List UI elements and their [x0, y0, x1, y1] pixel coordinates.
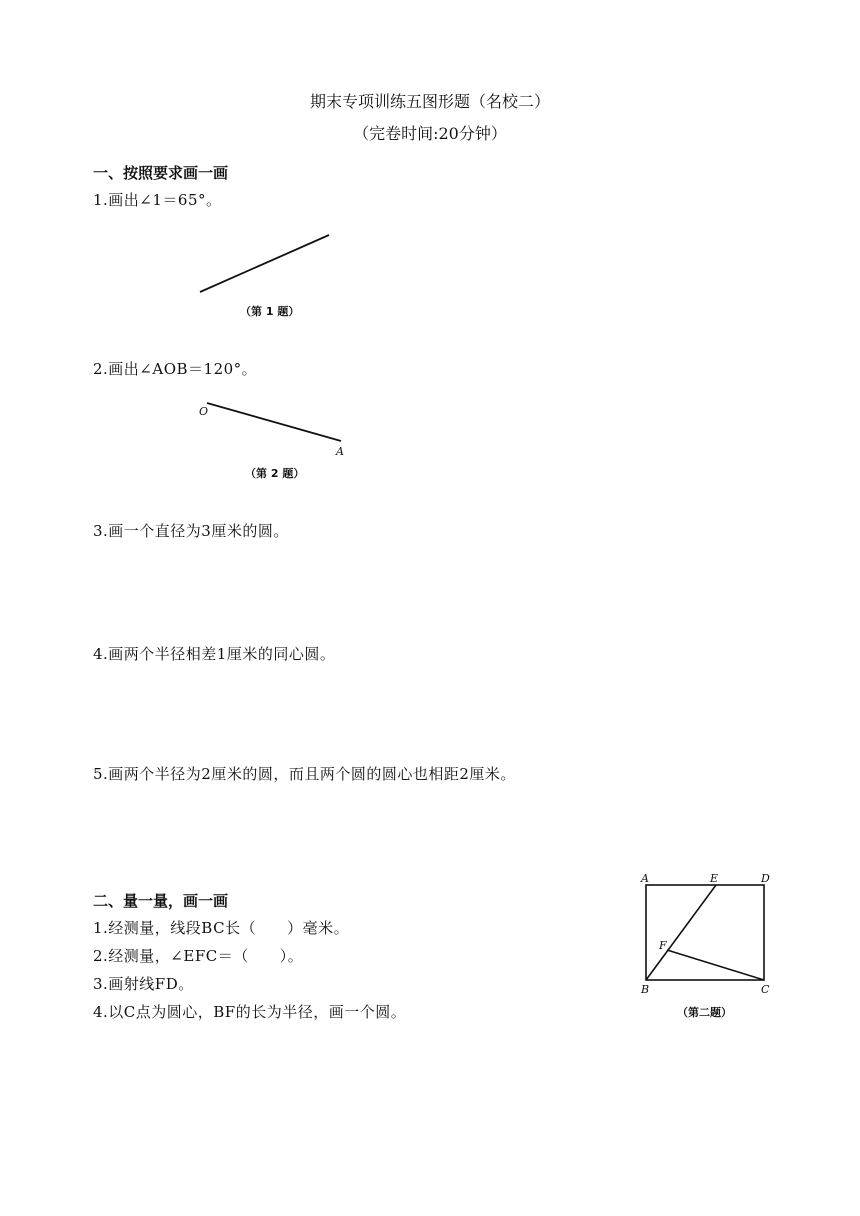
- figure-label-b: B: [641, 983, 650, 996]
- section-heading-2: 二、量一量，画一画: [93, 892, 229, 910]
- question-2-3: 3.画射线FD。: [93, 975, 194, 993]
- question-2-4: 4.以C点为圆心，BF的长为半径，画一个圆。: [93, 1003, 407, 1021]
- question-2-2: 2.经测量，∠EFC＝（ ）。: [93, 947, 304, 965]
- figure-label-f: F: [659, 939, 667, 952]
- figure-rectangle-caption: （第二题）: [677, 1006, 732, 1019]
- figure-label-c: C: [761, 983, 770, 996]
- question-1-5: 5.画两个半径为2厘米的圆，而且两个圆的圆心也相距2厘米。: [93, 765, 516, 783]
- figure-segment-fc: [667, 950, 764, 980]
- section-heading-1: 一、按照要求画一画: [93, 164, 229, 182]
- figure-label-d: D: [761, 872, 770, 885]
- figure-q2-label-a: A: [336, 445, 344, 458]
- question-1-1: 1.画出∠1＝65°。: [93, 191, 222, 209]
- question-1-3: 3.画一个直径为3厘米的圆。: [93, 522, 289, 540]
- figure-q2-label-o: O: [199, 405, 209, 418]
- figure-label-e: E: [710, 872, 719, 885]
- figure-q1-caption: （第 1 题）: [240, 305, 300, 318]
- question-1-2: 2.画出∠AOB＝120°。: [93, 360, 258, 378]
- figure-q2-caption: （第 2 题）: [245, 467, 305, 480]
- figure-label-a: A: [641, 872, 649, 885]
- figure-segment-be: [646, 885, 716, 980]
- page-subtitle: （完卷时间:20分钟）: [353, 124, 507, 143]
- question-1-4: 4.画两个半径相差1厘米的同心圆。: [93, 645, 336, 663]
- question-2-1: 1.经测量，线段BC长（ ）毫米。: [93, 919, 350, 937]
- page-title: 期末专项训练五图形题（名校二）: [309, 92, 550, 111]
